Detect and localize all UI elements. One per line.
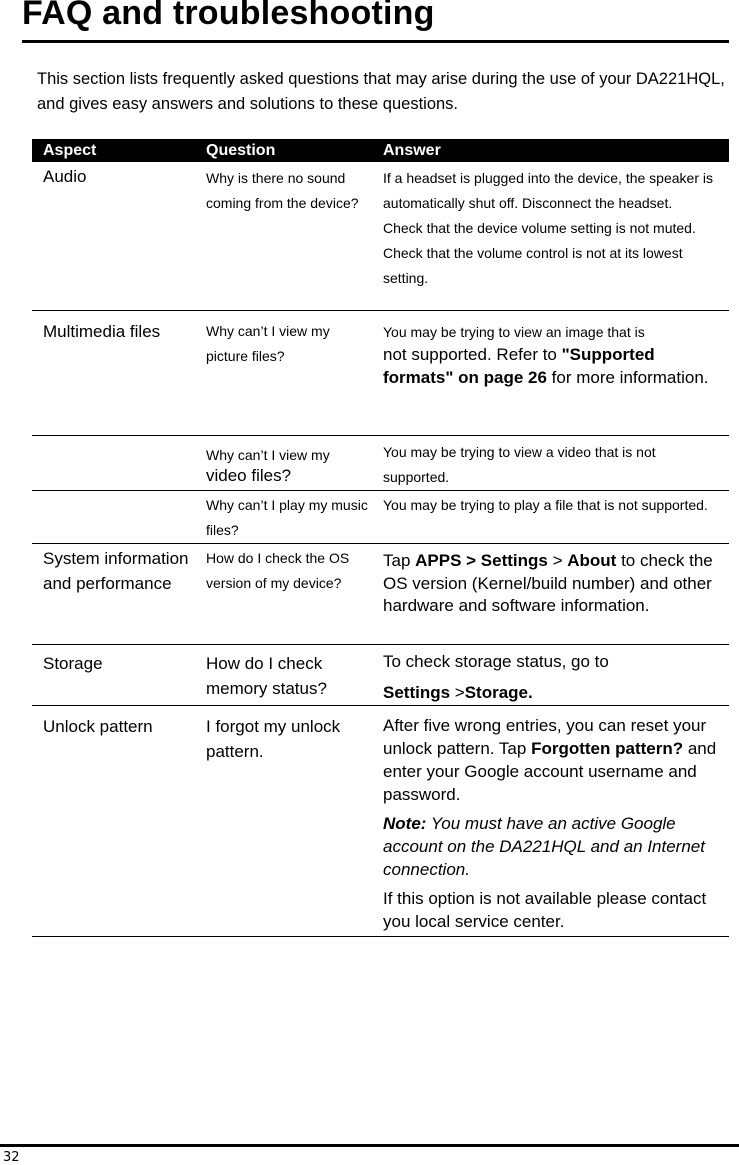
aspect-cell: Storage bbox=[43, 654, 103, 673]
aspect-cell bbox=[32, 436, 195, 490]
table-row bbox=[32, 162, 729, 311]
answer-text: Tap bbox=[383, 551, 416, 570]
answer-text: > bbox=[547, 551, 568, 570]
answer-text bbox=[383, 343, 721, 389]
header-answer: Answer bbox=[383, 142, 441, 159]
table-row bbox=[32, 311, 729, 436]
question-cell: Why is there no sound coming from the device? bbox=[206, 170, 359, 211]
answer-cell bbox=[372, 162, 729, 310]
answer-text bbox=[383, 681, 721, 704]
table-row bbox=[32, 706, 729, 937]
question-cell: I forgot my unlock pattern. bbox=[206, 717, 341, 761]
header-aspect: Aspect bbox=[43, 142, 97, 159]
answer-text: To check storage status, go to bbox=[383, 652, 609, 671]
aspect-cell: Unlock pattern bbox=[43, 717, 153, 736]
answer-text: You may be trying to view an image that is bbox=[383, 324, 645, 340]
answer-text: not supported. Refer to bbox=[383, 345, 562, 364]
answer-cell: You may be trying to play a file that is not supported. bbox=[383, 497, 708, 513]
title-rule bbox=[22, 40, 729, 43]
aspect-cell bbox=[32, 491, 195, 543]
question-cell bbox=[195, 436, 372, 490]
footer-rule bbox=[0, 1144, 739, 1147]
note-text: You must have an active Google account on the DA221HQL and an Internet connection. bbox=[383, 814, 705, 879]
question-text: video files? bbox=[206, 466, 292, 485]
question-cell: Why can’t I play my music files? bbox=[206, 497, 368, 538]
table-row bbox=[32, 645, 729, 706]
answer-text: After five wrong entries, you can reset your unlock pattern. Tap bbox=[383, 716, 707, 758]
table-row bbox=[32, 544, 729, 645]
question-cell: How do I check memory status? bbox=[206, 654, 327, 698]
aspect-cell: System information and performance bbox=[43, 549, 189, 593]
faq-table bbox=[32, 139, 729, 937]
answer-cell bbox=[372, 311, 729, 435]
aspect-cell: Audio bbox=[43, 167, 87, 186]
note bbox=[383, 812, 721, 881]
aspect-cell: Multimedia files bbox=[43, 322, 161, 341]
menu-path: Settings bbox=[383, 683, 451, 702]
answer-cell bbox=[372, 645, 729, 705]
question-cell: How do I check the OS version of my device? bbox=[206, 550, 350, 591]
option-name: Forgotten pattern? bbox=[531, 739, 684, 758]
answer-text: for more information. bbox=[546, 368, 709, 387]
menu-path: Storage. bbox=[464, 683, 533, 702]
table-header bbox=[32, 139, 729, 162]
table-row bbox=[32, 491, 729, 544]
intro-paragraph: This section lists frequently asked questions that may arise during the use of your DA221HQL, and gives easy answers and solutions to these questions. bbox=[37, 70, 725, 113]
answer-text: and enter your Google account username and password. bbox=[383, 739, 717, 804]
answer-cell bbox=[372, 544, 729, 644]
question-text: Why can’t I view my bbox=[206, 447, 330, 463]
answer-text bbox=[383, 714, 721, 806]
answer-cell bbox=[372, 706, 729, 936]
menu-path: APPS > Settings bbox=[415, 551, 548, 570]
answer-text: Check that the device volume setting is not muted. Check that the volume control is not at its lowest setting. bbox=[383, 220, 696, 286]
answer-text: to check the OS version (Kernel/build number) and other hardware and software information. bbox=[383, 551, 713, 615]
answer-cell: You may be trying to view a video that is not supported. bbox=[383, 444, 656, 485]
page-title: FAQ and troubleshooting bbox=[22, 0, 435, 32]
answer-text: If this option is not available please contact you local service center. bbox=[383, 889, 707, 931]
answer-text: If a headset is plugged into the device, the speaker is automatically shut off. Disconnect the headset. bbox=[383, 170, 713, 211]
header-question: Question bbox=[206, 142, 276, 159]
cross-reference-link[interactable]: "Supported formats" on page 26 bbox=[383, 345, 655, 387]
page-number: 32 bbox=[3, 1150, 20, 1165]
question-cell: Why can’t I view my picture files? bbox=[206, 323, 330, 364]
answer-text: > bbox=[450, 683, 465, 702]
table-row bbox=[32, 436, 729, 491]
menu-path: About bbox=[567, 551, 617, 570]
note-label: Note: bbox=[383, 814, 427, 833]
